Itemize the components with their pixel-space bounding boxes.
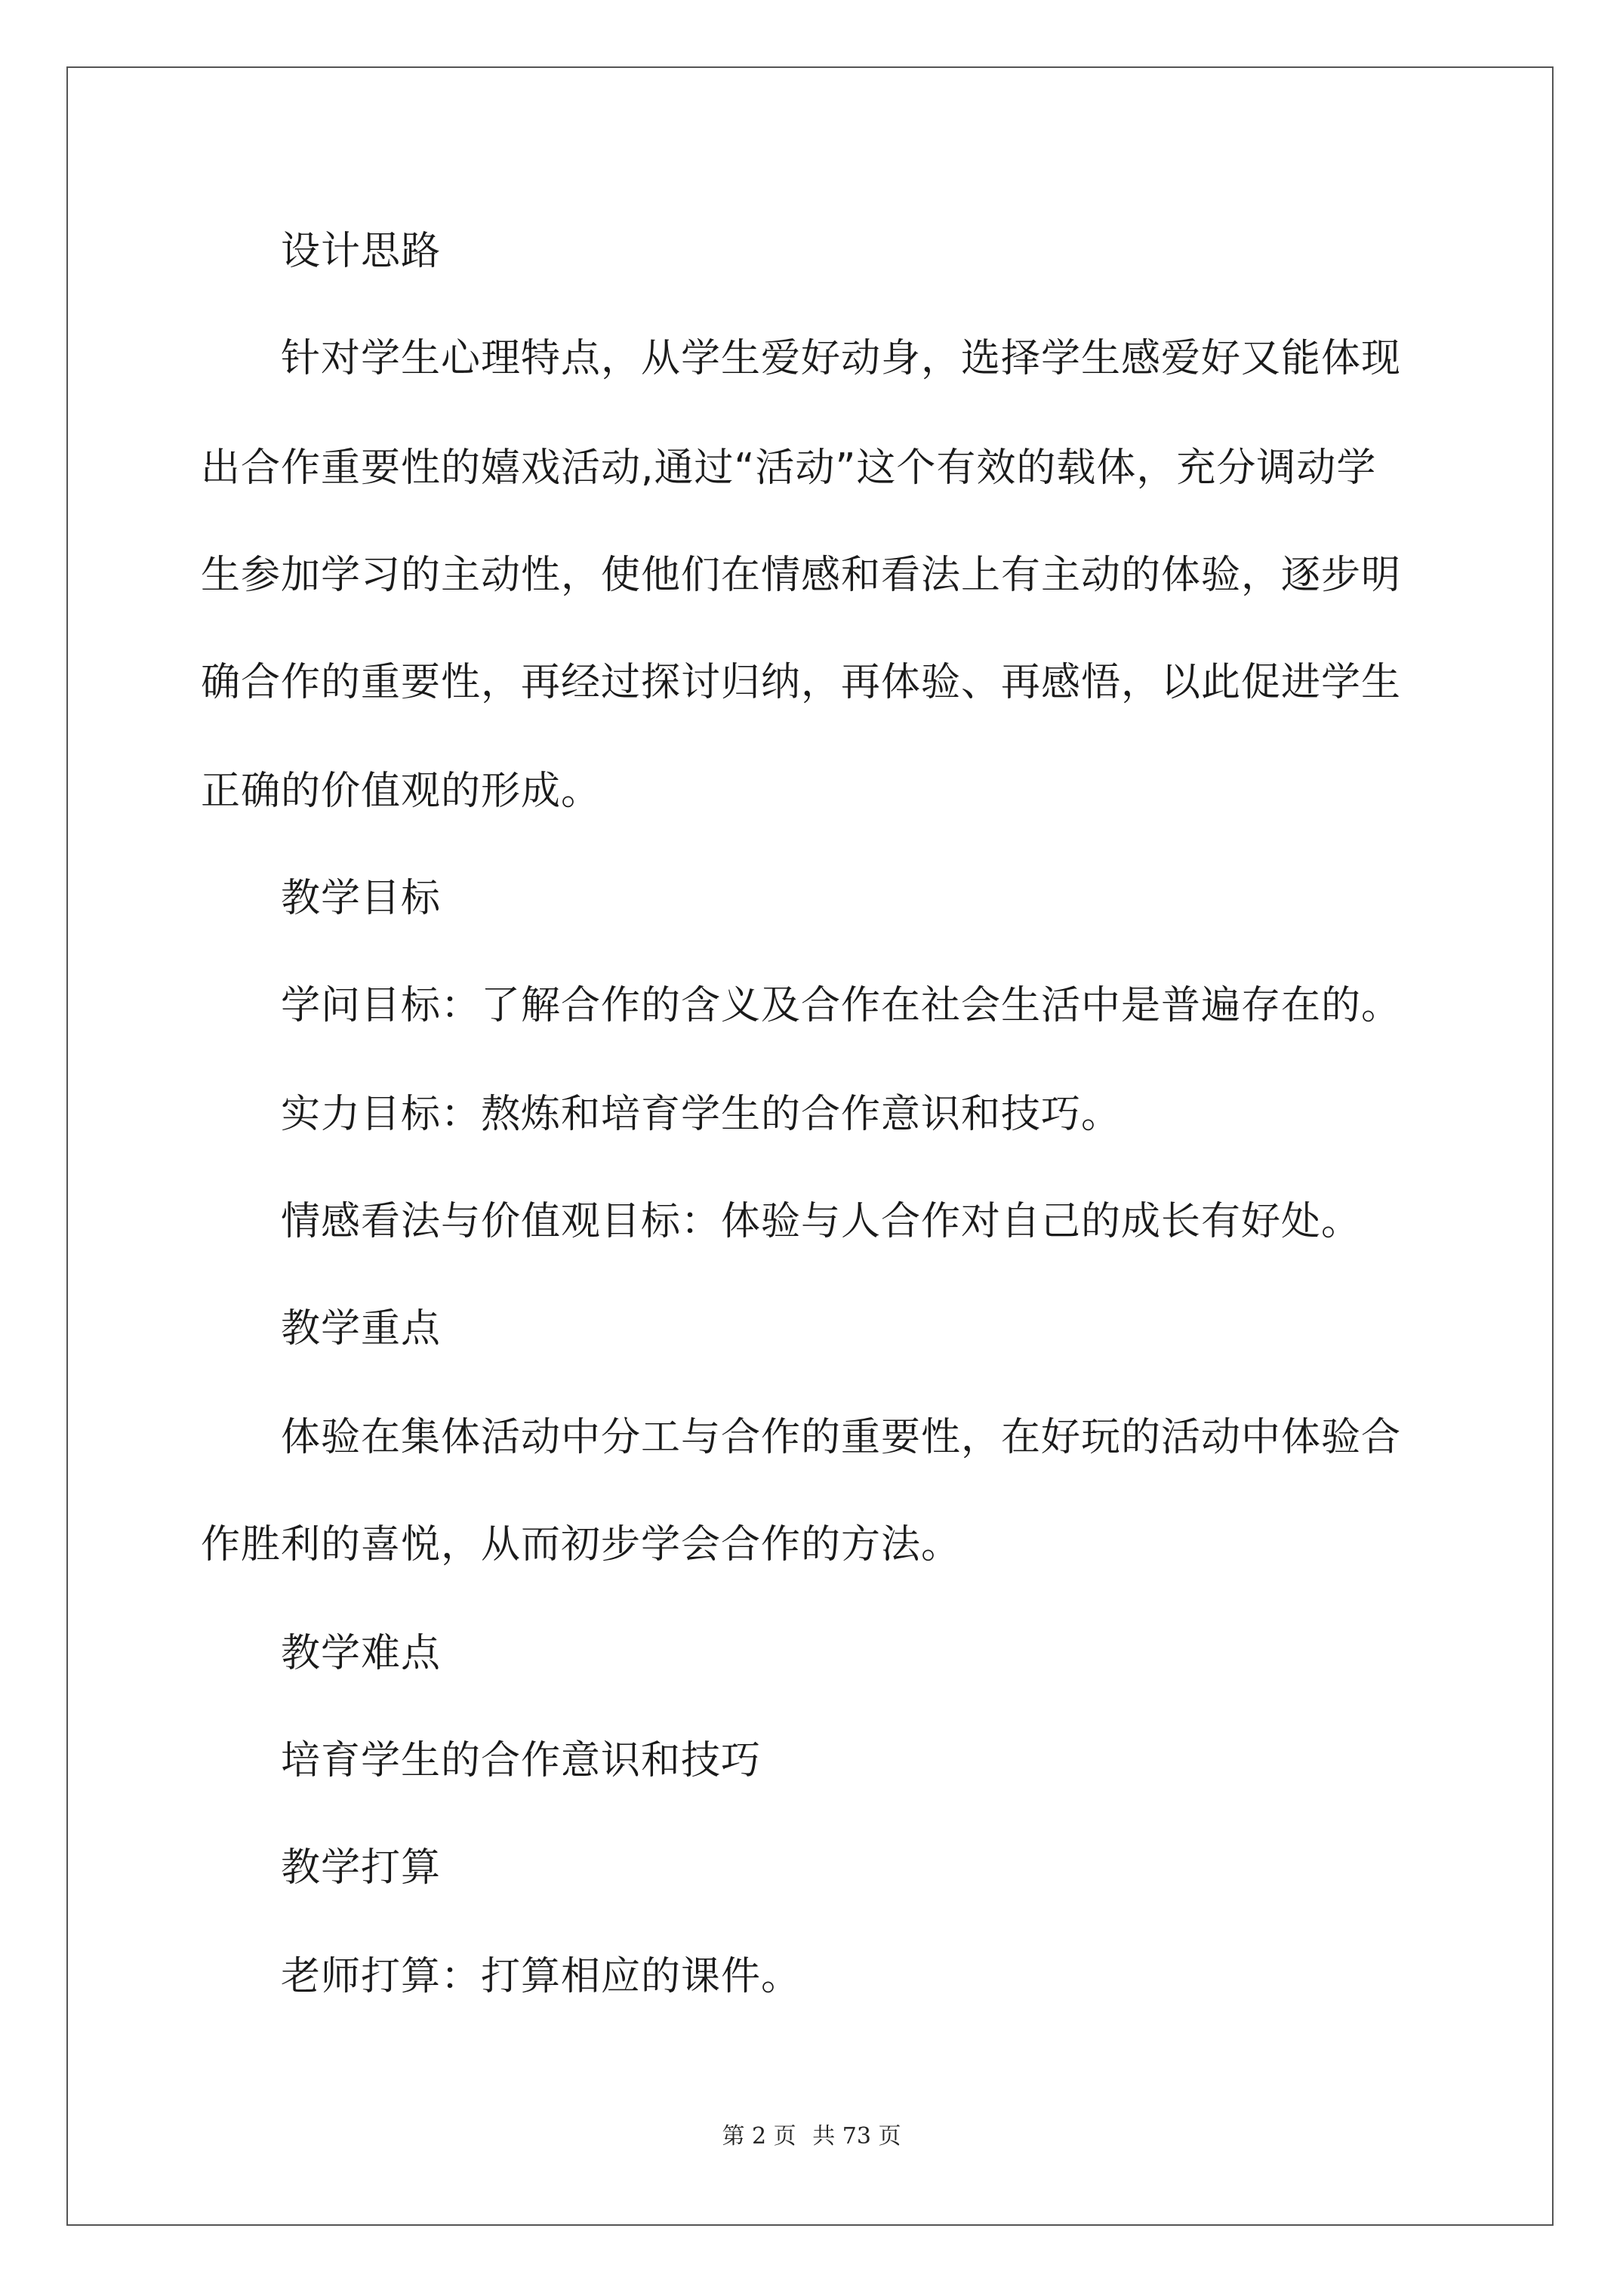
heading-teaching-difficulty: 教学难点 (281, 1631, 442, 1676)
paragraph-line: 培育学生的合作意识和技巧 (281, 1738, 762, 1783)
heading-teaching-preparation: 教学打算 (281, 1845, 442, 1891)
paragraph-line: 学问目标：了解合作的含义及合作在社会生活中是普遍存在的。 (281, 983, 1402, 1028)
paragraph-line: 作胜利的喜悦，从而初步学会合作的方法。 (201, 1522, 962, 1567)
paragraph-line: 老师打算：打算相应的课件。 (281, 1954, 802, 1999)
page-footer (0, 2122, 1623, 2152)
heading-teaching-focus: 教学重点 (281, 1306, 442, 1351)
paragraph-line: 针对学生心理特点，从学生爱好动身，选择学生感爱好又能体现 (281, 336, 1402, 381)
paragraph-line: 确合作的重要性，再经过探讨归纳，再体验、再感悟，以此促进学生 (201, 660, 1402, 705)
paragraph-line: 出合作重要性的嬉戏活动,通过“活动”这个有效的载体，充分调动学 (201, 445, 1377, 491)
paragraph-line: 生参加学习的主动性，使他们在情感和看法上有主动的体验，逐步明 (201, 553, 1402, 598)
page-frame (66, 66, 1554, 2226)
heading-teaching-goals: 教学目标 (281, 876, 442, 921)
page-number: 第 2 页 (722, 2123, 796, 2150)
paragraph-line: 情感看法与价值观目标：体验与人合作对自己的成长有好处。 (281, 1199, 1362, 1244)
heading-design-idea: 设计思路 (281, 229, 442, 274)
paragraph-line: 体验在集体活动中分工与合作的重要性，在好玩的活动中体验合 (281, 1415, 1402, 1460)
page-total: 共 73 页 (812, 2123, 901, 2150)
paragraph-line: 实力目标：熬炼和培育学生的合作意识和技巧。 (281, 1092, 1122, 1137)
paragraph-line: 正确的价值观的形成。 (201, 769, 602, 814)
